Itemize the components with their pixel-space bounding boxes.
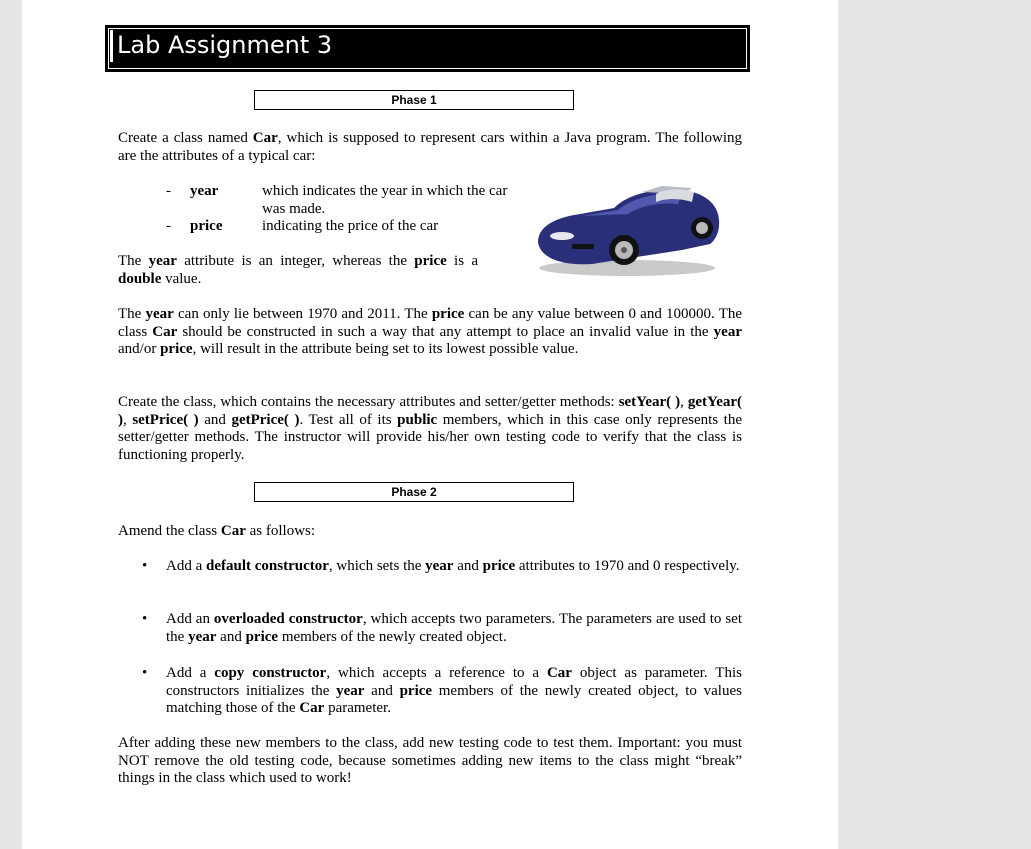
phase-1-heading: Phase 1 bbox=[254, 90, 574, 110]
attribute-price: - price indicating the price of the car bbox=[166, 218, 439, 234]
create-paragraph: Create the class, which contains the necessary attributes and setter/getter methods: setYear( ), getYear( ), setPrice( ) and getPrice( ). Test all of its public members, which in this case only represents the setter/getter methods. The instructor will provide his/her own testing code to verify that the class is functioning properly. bbox=[118, 394, 743, 463]
closing-paragraph: After adding these new members to the class, add new testing code to test them. Important: you must NOT remove the old testing code, because sometimes adding new items to the class might “break” things in the class which used to work! bbox=[118, 735, 742, 787]
amend-paragraph: Amend the class Car as follows: bbox=[118, 523, 316, 539]
bullet: • bbox=[142, 611, 148, 627]
sports-car-image bbox=[532, 180, 722, 280]
attribute-year: - year which indicates the year in which the car was made. bbox=[166, 183, 508, 217]
intro-paragraph: Create a class named Car, which is supposed to represent cars within a Java program. The following are the attributes of a typical car: bbox=[118, 130, 742, 164]
bullet: • bbox=[142, 665, 148, 681]
types-paragraph: The year attribute is an integer, whereas the price is a double value. bbox=[118, 253, 479, 287]
page-title: Lab Assignment 3 bbox=[117, 31, 333, 59]
phase-2-heading: Phase 2 bbox=[254, 482, 574, 502]
title-banner bbox=[105, 25, 750, 72]
bullet: • bbox=[142, 558, 148, 574]
range-paragraph: The year can only lie between 1970 and 2011. The price can be any value between 0 and 100000. The class Car should be constructed in such a way that any attempt to place an invalid value in the year and/or price, will result in the attribute being set to its lowest possible value. bbox=[118, 306, 743, 358]
document-page: Lab Assignment 3 Phase 1 Create a class named Car, which is supposed to represent cars within a Java program. The following are the attributes of a typical car: - year which indicates the year in which the car was made. - price indicating the price of the car The year attribute is an integer, whereas the price is a double value. The year can only lie between 1970 and 2011. The price can be any value between 0 and 100000. The class Car should be constructed in such a way that any attempt to place an invalid value in the year and/or price, will result in the attribute being set to its lowest possible value. Create the class, which contains the necessary attributes and setter/getter methods: setYear( ), getYear( ), setPrice( ) and getPrice( ). Test all of its public members, which in this case only represents the setter/getter methods. The instructor will provide his/her own testing code to verify that the class is functioning properly. Phase 2 Amend the class Car as follows: • Add a default constructor, which sets the year and price attributes to 1970 and 0 respectively. • Add an overloaded constructor, which accepts two parameters. The parameters are used to set the year and price members of the newly created object. • Add a copy constructor, which accepts a reference to a Car object as parameter. This constructors initializes the year and price members of the newly created object, to values matching those of the Car parameter. After adding these new members to the class, add new testing code to test them. Important: you must NOT remove the old testing code, because sometimes adding new items to the class might “break” things in the class which used to work! bbox=[22, 0, 838, 849]
